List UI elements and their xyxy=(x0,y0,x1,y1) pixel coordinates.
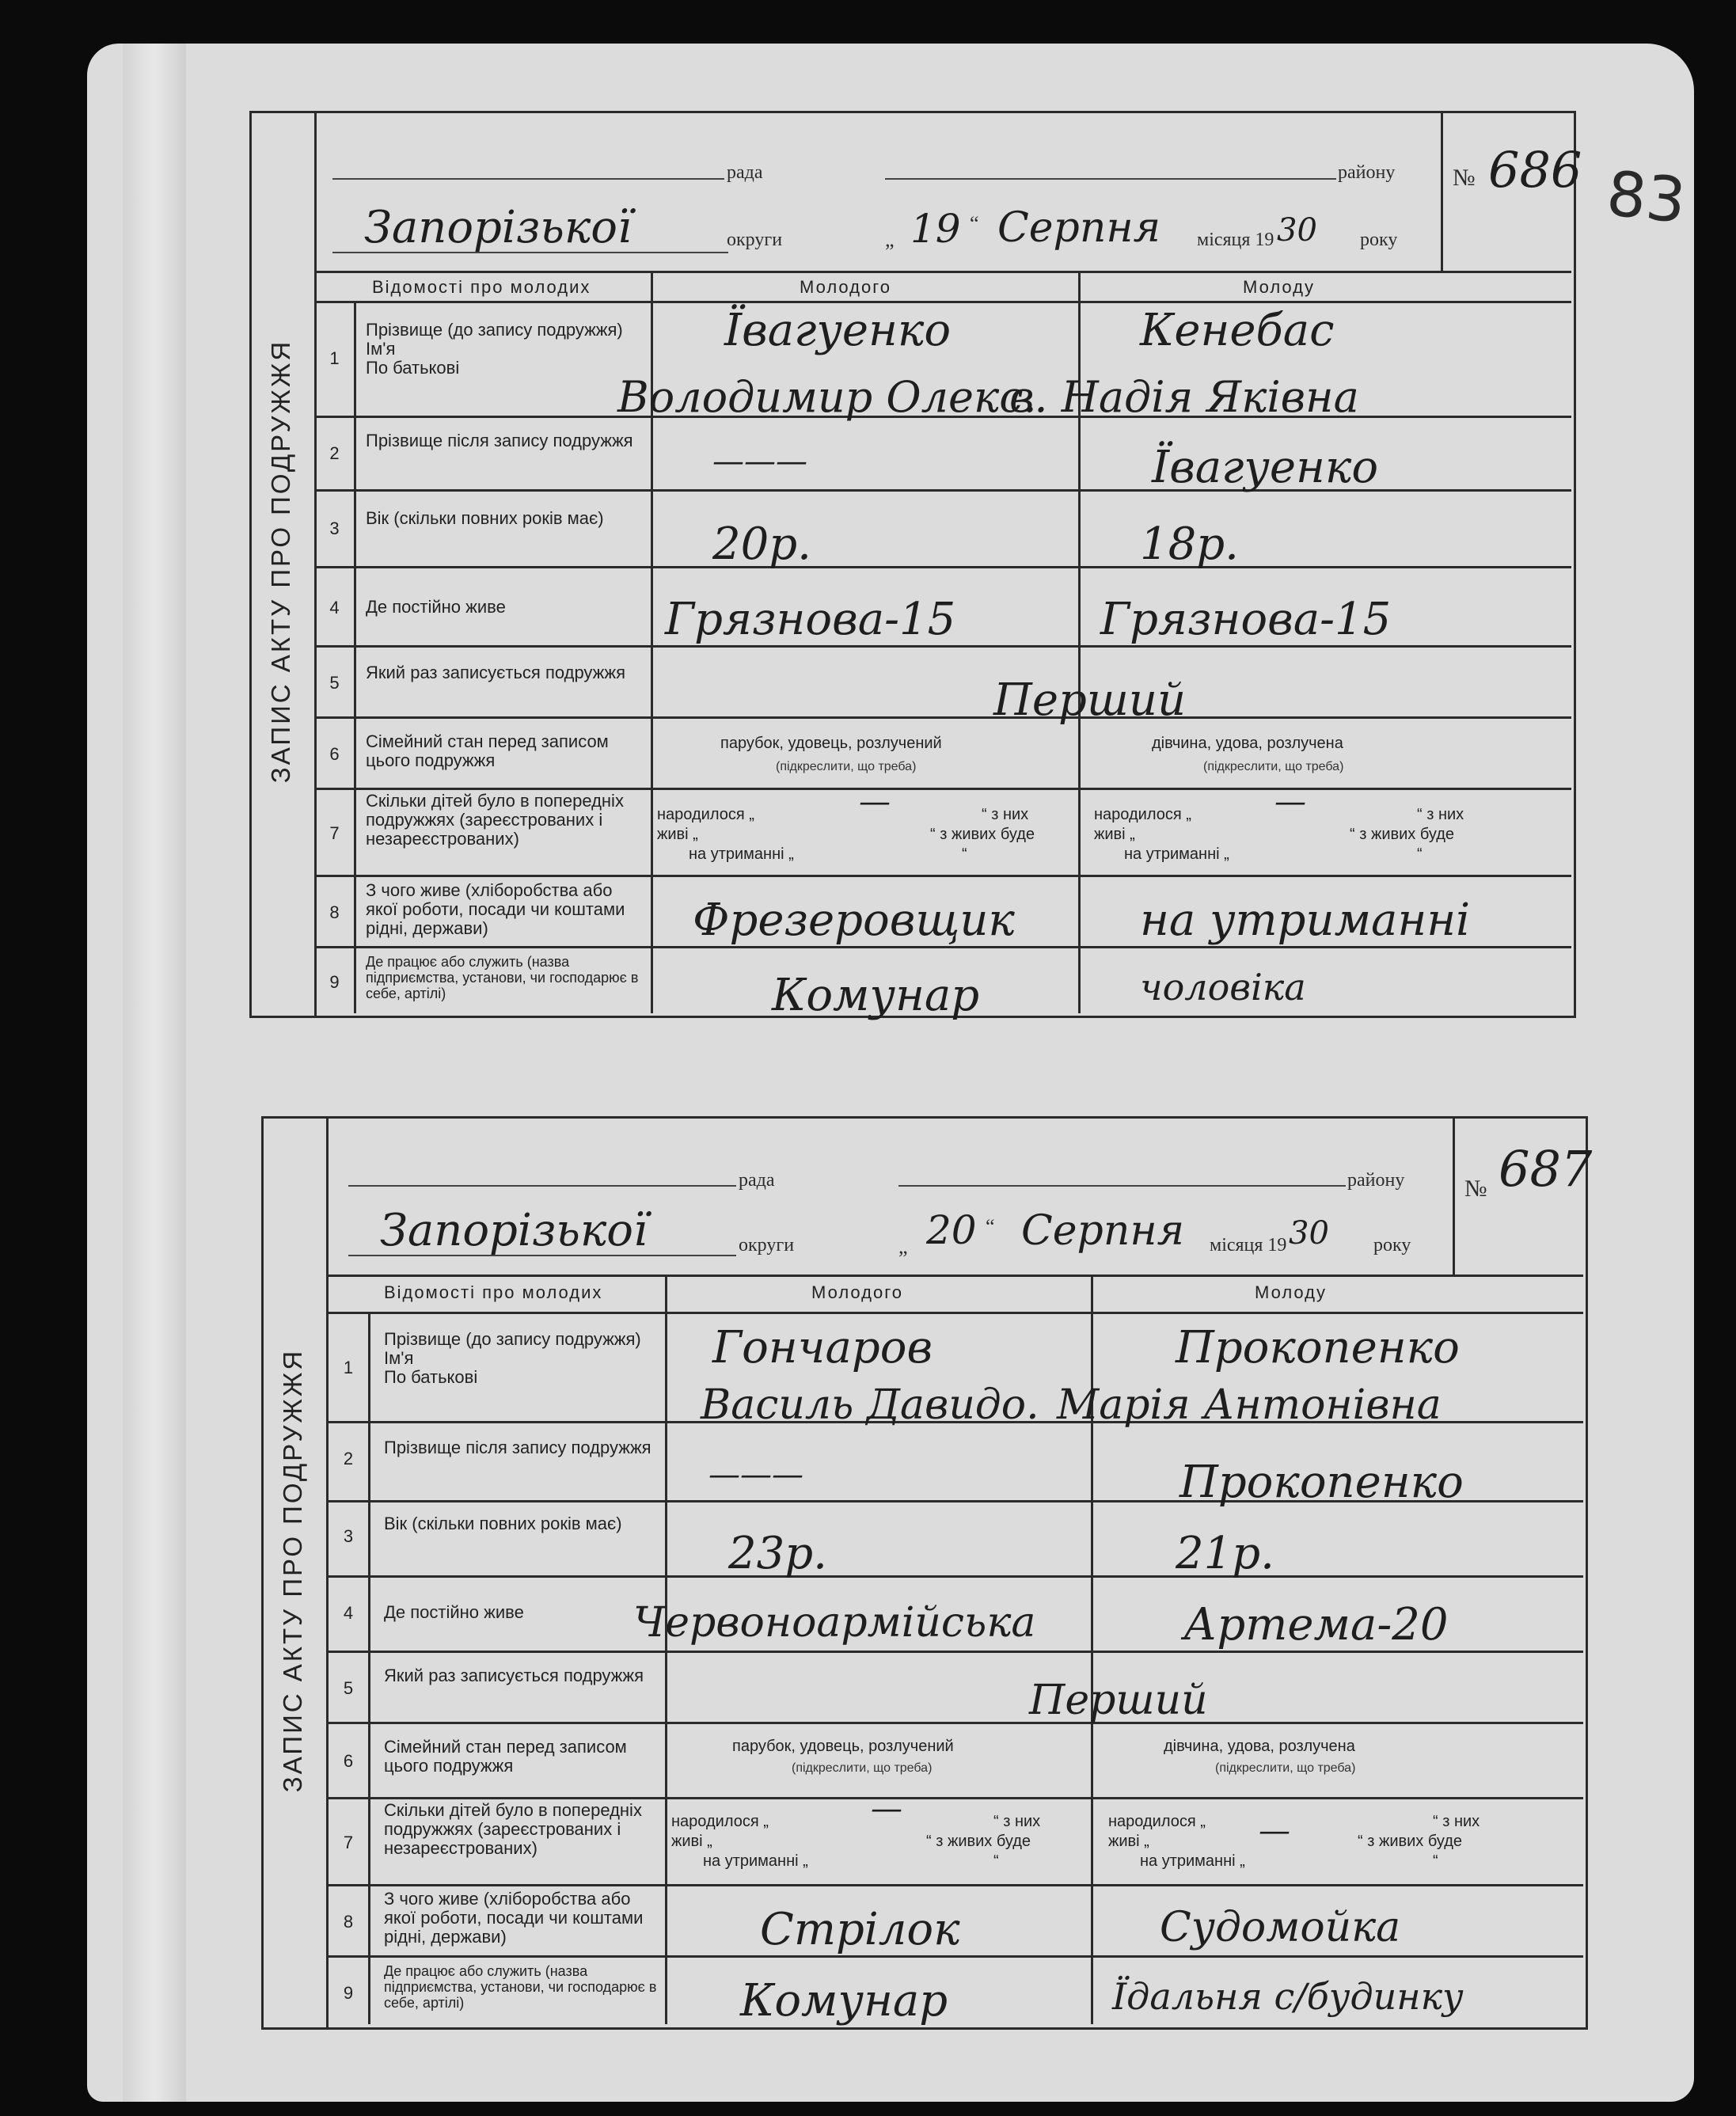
rayon-label: району xyxy=(1347,1170,1405,1191)
sheet-number: 83 xyxy=(1603,158,1689,237)
okrugy-label: округи xyxy=(739,1235,795,1256)
groom-lives: Червоноармійська xyxy=(633,1599,1036,1647)
row-label-9: Де працює або служить (назва підприємства, установи, чи господарює в себе, артілі) xyxy=(384,1963,657,2011)
year-value: 30 xyxy=(1277,212,1317,249)
month-value: Серпня xyxy=(1021,1207,1185,1255)
row-label-1: Прізвище (до запису подружжя) Ім'я По батькові xyxy=(384,1329,641,1387)
groom-work: Комунар xyxy=(740,1975,948,2027)
groom-occupation: Фрезеровщик xyxy=(693,895,1015,946)
bride-lives: Грязнова-15 xyxy=(1100,594,1392,645)
rayon-label: району xyxy=(1338,162,1396,183)
col-bride: Молоду xyxy=(1243,277,1315,297)
bride-status: дівчина, удова, розлучена xyxy=(1152,735,1343,752)
year-value: 30 xyxy=(1289,1215,1329,1252)
number-sign: № xyxy=(1464,1176,1487,1202)
bride-work: чоловіка xyxy=(1140,966,1306,1009)
col-info: Відомості про молодих xyxy=(372,277,591,297)
bride-work: Їдальня с/будинку xyxy=(1112,1975,1464,2018)
row-label-8: З чого живе (хліборобства або якої роботи, посади чи коштами рідні, держави) xyxy=(384,1889,644,1947)
groom-age: 20р. xyxy=(712,519,811,570)
number-sign: № xyxy=(1453,165,1476,191)
bride-after: Ївагуенко xyxy=(1152,442,1379,493)
groom-name: Василь Давидо. xyxy=(701,1381,1039,1429)
row-label-4: Де постійно живе xyxy=(384,1602,524,1622)
row-label-7: Скільки дітей було в попередніх подружжях (зареєстрованих і незареєстрованих) xyxy=(384,1800,642,1858)
times-married: Перший xyxy=(993,674,1187,726)
month-value: Серпня xyxy=(997,204,1161,252)
bride-after: Прокопенко xyxy=(1179,1457,1464,1508)
groom-surname: Гончаров xyxy=(712,1322,933,1373)
side-title: ЗАПИС АКТУ ПРО ПОДРУЖЖЯ xyxy=(278,1348,307,1793)
bride-name: Марія Антонівна xyxy=(1057,1381,1442,1429)
day-value: 19 xyxy=(910,206,961,252)
day-value: 20 xyxy=(926,1207,977,1253)
bride-lives: Артема-20 xyxy=(1183,1599,1449,1651)
col-bride: Молоду xyxy=(1255,1282,1327,1302)
bride-surname: Кенебас xyxy=(1140,305,1335,356)
groom-lives: Грязнова-15 xyxy=(665,594,956,645)
rada-label: рада xyxy=(739,1170,775,1191)
record-number: 687 xyxy=(1499,1140,1593,1198)
bride-occupation: Судомойка xyxy=(1160,1904,1401,1951)
row-label-3: Вік (скільки повних років має) xyxy=(366,508,604,528)
row-label-4: Де постійно живе xyxy=(366,597,506,617)
groom-name: Володимир Олекс. xyxy=(617,372,1037,422)
row-label-8: З чого живе (хліборобства або якої роботи, посади чи коштами рідні, держави) xyxy=(366,880,625,938)
row-label-2: Прізвище після запису подружжя xyxy=(366,431,633,450)
row-label-5: Який раз записується подружжя xyxy=(384,1666,644,1685)
page-fold-shadow xyxy=(123,44,186,2102)
year-label: року xyxy=(1360,230,1398,250)
row-label-1: Прізвище (до запису подружжя) Ім'я По батькові xyxy=(366,320,623,378)
row-label-6: Сімейний стан перед записом цього подружжя xyxy=(384,1737,627,1776)
col-groom: Молодого xyxy=(800,277,892,297)
groom-work: Комунар xyxy=(772,970,980,1021)
groom-status: парубок, удовець, розлучений xyxy=(720,735,942,752)
groom-age: 23р. xyxy=(728,1528,827,1579)
record-number: 686 xyxy=(1488,141,1582,199)
times-married: Перший xyxy=(1029,1677,1208,1724)
row-label-3: Вік (скільки повних років має) xyxy=(384,1514,622,1533)
row-label-9: Де працює або служить (назва підприємства, установи, чи господарює в себе, артілі) xyxy=(366,954,639,1001)
bride-surname: Прокопенко xyxy=(1176,1322,1460,1373)
col-groom: Молодого xyxy=(811,1282,904,1302)
okruga-value: Запорізької xyxy=(380,1205,648,1256)
bride-occupation: на утриманні xyxy=(1140,895,1471,946)
row-label-6: Сімейний стан перед записом цього подружжя xyxy=(366,731,609,770)
row-label-7: Скільки дітей було в попередніх подружжях (зареєстрованих і незареєстрованих) xyxy=(366,791,624,849)
row-label-2: Прізвище після запису подружжя xyxy=(384,1438,651,1457)
groom-surname: Ївагуенко xyxy=(724,305,952,356)
groom-occupation: Стрілок xyxy=(760,1904,960,1955)
side-title: ЗАПИС АКТУ ПРО ПОДРУЖЖЯ xyxy=(266,339,295,784)
row-label-5: Який раз записується подружжя xyxy=(366,663,626,682)
groom-after: ——— xyxy=(712,443,807,480)
bride-name: в. Надія Яківна xyxy=(1009,372,1359,422)
year-label: року xyxy=(1373,1235,1411,1256)
okruga-value: Запорізької xyxy=(364,202,632,253)
groom-after: ——— xyxy=(708,1457,803,1493)
bride-status: дівчина, удова, розлучена xyxy=(1164,1738,1355,1755)
bride-age: 21р. xyxy=(1176,1528,1274,1579)
bride-age: 18р. xyxy=(1140,519,1239,570)
col-info: Відомості про молодих xyxy=(384,1282,603,1302)
rada-label: рада xyxy=(727,162,763,183)
month-label: місяця 19 xyxy=(1210,1235,1287,1256)
groom-status: парубок, удовець, розлучений xyxy=(732,1738,954,1755)
okrugy-label: округи xyxy=(727,230,783,250)
month-label: місяця 19 xyxy=(1197,230,1274,250)
